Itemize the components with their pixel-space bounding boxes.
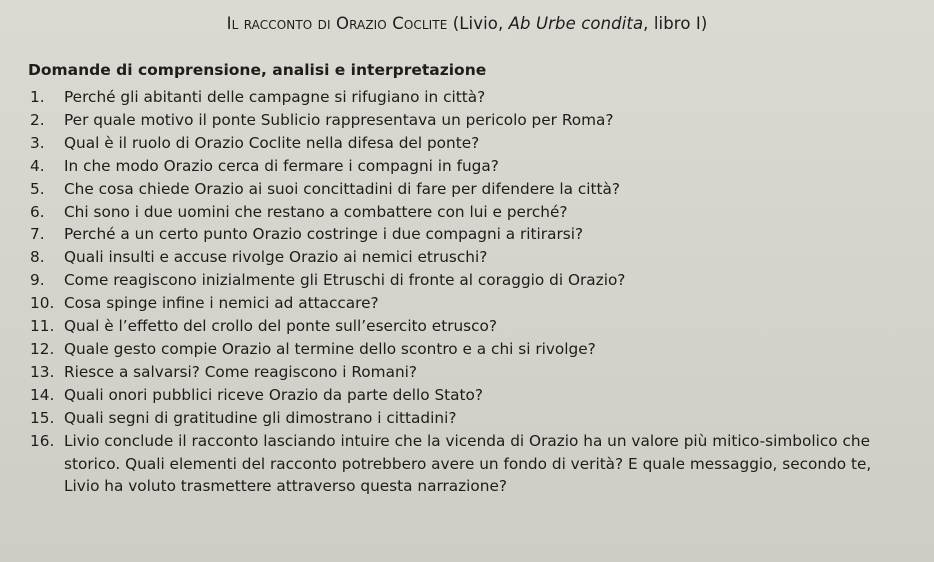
question-item xyxy=(30,384,910,407)
question-number: 15. xyxy=(30,408,55,427)
question-number: 8. xyxy=(30,248,45,267)
question-number: 16. xyxy=(30,431,55,450)
question-item xyxy=(30,178,910,201)
question-text: Livio conclude il racconto lasciando intuire che la vicenda di Orazio ha un valore più mitico-simbolico che storico. Quali elementi del racconto potrebbero avere un fondo di verità? E quale messaggio, secondo te, Livio ha voluto trasmettere attraverso questa narrazione? xyxy=(64,431,872,496)
question-item xyxy=(30,292,910,315)
question-number: 1. xyxy=(30,88,45,106)
question-text: Quali insulti e accuse rivolge Orazio ai nemici etruschi? xyxy=(64,248,488,267)
title-main: Il racconto di Orazio Coclite xyxy=(226,14,448,33)
question-number: 9. xyxy=(30,271,45,290)
question-item xyxy=(30,338,910,361)
question-text: Perché a un certo punto Orazio costringe i due compagni a ritirarsi? xyxy=(64,225,584,244)
question-item xyxy=(30,430,886,499)
question-item xyxy=(30,86,910,109)
question-number: 7. xyxy=(30,225,45,244)
title-open: (Livio, xyxy=(447,14,509,33)
title-close: , libro I) xyxy=(643,14,708,33)
question-item xyxy=(30,201,910,224)
question-text: Quale gesto compie Orazio al termine dello scontro e a chi si rivolge? xyxy=(64,339,596,358)
question-text: Perché gli abitanti delle campagne si rifugiano in città? xyxy=(64,88,486,106)
question-number: 5. xyxy=(30,179,45,198)
question-text: Che cosa chiede Orazio ai suoi concittadini di fare per difendere la città? xyxy=(64,179,620,198)
question-text: Come reagiscono inizialmente gli Etruschi di fronte al coraggio di Orazio? xyxy=(64,271,626,290)
question-item xyxy=(30,132,910,155)
question-item xyxy=(30,361,910,384)
question-text: Cosa spinge infine i nemici ad attaccare? xyxy=(64,294,379,313)
title-work: Ab Urbe condita xyxy=(508,14,644,33)
question-text: Chi sono i due uomini che restano a combattere con lui e perché? xyxy=(64,202,568,221)
question-number: 3. xyxy=(30,133,45,152)
question-number: 10. xyxy=(30,294,55,313)
question-item xyxy=(30,109,910,132)
question-text: Qual è l’effetto del crollo del ponte sull’esercito etrusco? xyxy=(64,317,498,336)
question-text: In che modo Orazio cerca di fermare i compagni in fuga? xyxy=(64,156,499,175)
question-number: 11. xyxy=(30,317,55,336)
document-title xyxy=(0,14,934,33)
question-number: 2. xyxy=(30,110,45,129)
question-number: 12. xyxy=(30,339,55,358)
question-item xyxy=(30,155,910,178)
question-item xyxy=(30,269,910,292)
question-number: 4. xyxy=(30,156,45,175)
question-item xyxy=(30,315,910,338)
section-heading: Domande di comprensione, analisi e interpretazione xyxy=(28,61,487,79)
question-text: Quali onori pubblici riceve Orazio da parte dello Stato? xyxy=(64,385,484,404)
question-number: 6. xyxy=(30,202,45,221)
question-item xyxy=(30,246,910,269)
question-list xyxy=(30,86,910,498)
question-item xyxy=(30,407,910,430)
question-text: Per quale motivo il ponte Sublicio rappresentava un pericolo per Roma? xyxy=(64,110,614,129)
question-number: 13. xyxy=(30,362,55,381)
question-text: Riesce a salvarsi? Come reagiscono i Romani? xyxy=(64,362,418,381)
question-text: Quali segni di gratitudine gli dimostrano i cittadini? xyxy=(64,408,457,427)
question-number: 14. xyxy=(30,385,55,404)
question-item xyxy=(30,223,910,246)
question-text: Qual è il ruolo di Orazio Coclite nella difesa del ponte? xyxy=(64,133,480,152)
